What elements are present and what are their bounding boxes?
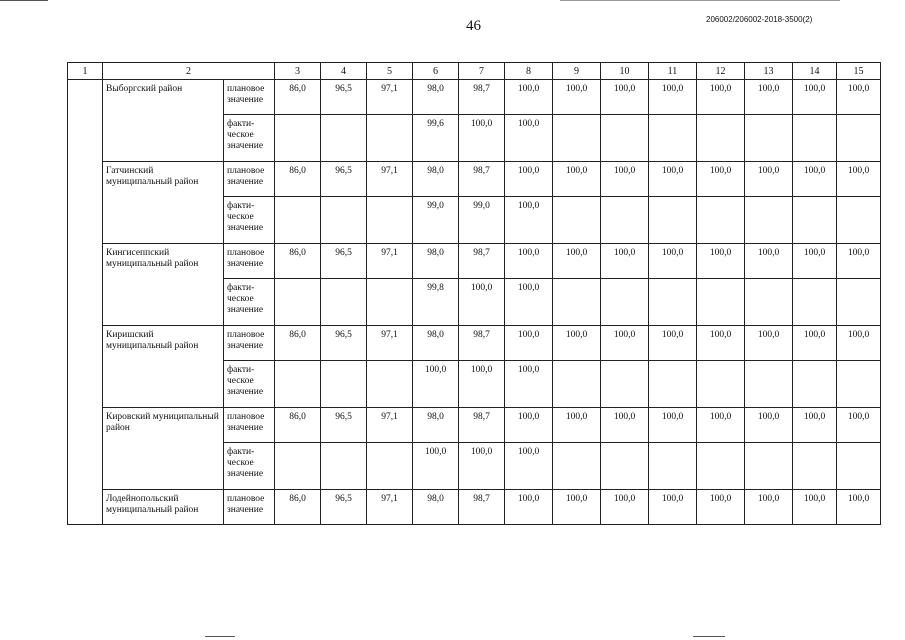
- plan-value: 100,0: [601, 244, 649, 279]
- header-cell: 7: [459, 63, 505, 80]
- fact-value: [367, 279, 413, 326]
- plan-value: 100,0: [697, 80, 745, 115]
- plan-value: 96,5: [321, 326, 367, 361]
- plan-value: 100,0: [505, 162, 553, 197]
- header-cell: 12: [697, 63, 745, 80]
- plan-label: плановое значение: [224, 162, 275, 197]
- plan-value: 100,0: [553, 80, 601, 115]
- plan-value: 100,0: [745, 326, 793, 361]
- plan-value: 100,0: [553, 408, 601, 443]
- fact-value: [649, 197, 697, 244]
- fact-value: [601, 443, 649, 490]
- indicator-table: [67, 62, 881, 525]
- plan-value: 86,0: [275, 80, 321, 115]
- scan-artifact-top-left: [0, 0, 48, 1]
- district-name: Кировский муниципальный район: [103, 408, 224, 490]
- plan-value: 100,0: [505, 326, 553, 361]
- table-row: [68, 162, 881, 197]
- table-row: [68, 326, 881, 361]
- plan-value: 100,0: [649, 326, 697, 361]
- fact-label: факти- ческое значение: [224, 361, 275, 408]
- fact-value: [793, 361, 837, 408]
- plan-value: 100,0: [505, 244, 553, 279]
- fact-value: [745, 443, 793, 490]
- plan-value: 100,0: [553, 244, 601, 279]
- plan-value: 100,0: [697, 244, 745, 279]
- fact-label: факти- ческое значение: [224, 443, 275, 490]
- header-cell: 2: [103, 63, 275, 80]
- table-row: [68, 490, 881, 525]
- plan-value: 100,0: [837, 162, 881, 197]
- header-cell: 6: [413, 63, 459, 80]
- plan-value: 97,1: [367, 80, 413, 115]
- header-cell: 11: [649, 63, 697, 80]
- plan-label: плановое значение: [224, 80, 275, 115]
- fact-value: 99,0: [413, 197, 459, 244]
- fact-value: [745, 197, 793, 244]
- fact-value: [837, 361, 881, 408]
- fact-value: [553, 115, 601, 162]
- plan-value: 100,0: [793, 80, 837, 115]
- fact-value: [697, 197, 745, 244]
- plan-value: 98,7: [459, 490, 505, 525]
- fact-value: 100,0: [505, 443, 553, 490]
- fact-value: [793, 115, 837, 162]
- plan-value: 100,0: [697, 408, 745, 443]
- fact-value: [697, 279, 745, 326]
- plan-value: 96,5: [321, 244, 367, 279]
- header-cell: 14: [793, 63, 837, 80]
- plan-value: 96,5: [321, 408, 367, 443]
- fact-value: [793, 279, 837, 326]
- fact-value: [553, 361, 601, 408]
- plan-value: 100,0: [745, 162, 793, 197]
- fact-value: [649, 361, 697, 408]
- plan-value: 97,1: [367, 162, 413, 197]
- fact-value: [367, 361, 413, 408]
- district-name: Лодейнопольский муниципальный район: [103, 490, 224, 525]
- scan-artifact-top-right: [560, 0, 840, 1]
- header-cell: 13: [745, 63, 793, 80]
- table-row: [68, 80, 881, 115]
- district-name: Выборгский район: [103, 80, 224, 162]
- fact-value: 100,0: [505, 197, 553, 244]
- plan-label: плановое значение: [224, 408, 275, 443]
- plan-value: 100,0: [837, 244, 881, 279]
- table-row: [68, 244, 881, 279]
- fact-value: [649, 115, 697, 162]
- fact-value: [275, 279, 321, 326]
- plan-value: 98,0: [413, 80, 459, 115]
- header-cell: 5: [367, 63, 413, 80]
- plan-value: 100,0: [601, 80, 649, 115]
- fact-value: [367, 115, 413, 162]
- plan-value: 100,0: [793, 162, 837, 197]
- fact-value: [601, 197, 649, 244]
- fact-value: [553, 279, 601, 326]
- district-name: Киришский муниципальный район: [103, 326, 224, 408]
- plan-value: 98,0: [413, 490, 459, 525]
- header-cell: 1: [68, 63, 103, 80]
- fact-value: [697, 115, 745, 162]
- plan-value: 97,1: [367, 326, 413, 361]
- plan-value: 100,0: [837, 326, 881, 361]
- fact-value: [275, 361, 321, 408]
- plan-value: 97,1: [367, 244, 413, 279]
- plan-value: 100,0: [649, 80, 697, 115]
- fact-value: 100,0: [459, 361, 505, 408]
- fact-value: [367, 443, 413, 490]
- fact-label: факти- ческое значение: [224, 279, 275, 326]
- plan-label: плановое значение: [224, 326, 275, 361]
- fact-value: [745, 361, 793, 408]
- plan-value: 100,0: [505, 408, 553, 443]
- document-code: 206002/206002-2018-3500(2): [706, 15, 813, 24]
- plan-value: 100,0: [601, 162, 649, 197]
- fact-value: [321, 197, 367, 244]
- plan-value: 86,0: [275, 326, 321, 361]
- fact-value: [553, 197, 601, 244]
- fact-value: [649, 443, 697, 490]
- plan-value: 100,0: [649, 162, 697, 197]
- page-number: 46: [466, 18, 481, 34]
- header-cell: 4: [321, 63, 367, 80]
- plan-value: 100,0: [745, 408, 793, 443]
- plan-value: 96,5: [321, 490, 367, 525]
- fact-value: 100,0: [505, 279, 553, 326]
- plan-value: 100,0: [793, 490, 837, 525]
- table-header-row: [68, 63, 881, 80]
- fact-value: [697, 361, 745, 408]
- fact-value: [275, 443, 321, 490]
- plan-value: 100,0: [745, 490, 793, 525]
- plan-value: 100,0: [649, 490, 697, 525]
- plan-value: 100,0: [745, 244, 793, 279]
- fact-value: 99,6: [413, 115, 459, 162]
- plan-value: 100,0: [553, 162, 601, 197]
- plan-value: 100,0: [793, 408, 837, 443]
- plan-value: 100,0: [649, 408, 697, 443]
- plan-value: 98,7: [459, 244, 505, 279]
- plan-label: плановое значение: [224, 244, 275, 279]
- plan-value: 100,0: [553, 326, 601, 361]
- fact-label: факти- ческое значение: [224, 115, 275, 162]
- plan-value: 100,0: [553, 490, 601, 525]
- plan-value: 100,0: [697, 490, 745, 525]
- fact-value: [601, 361, 649, 408]
- header-cell: 15: [837, 63, 881, 80]
- fact-value: 100,0: [459, 115, 505, 162]
- plan-value: 100,0: [745, 80, 793, 115]
- plan-value: 86,0: [275, 408, 321, 443]
- fact-value: [321, 443, 367, 490]
- plan-value: 100,0: [505, 80, 553, 115]
- fact-value: [745, 279, 793, 326]
- fact-value: 100,0: [505, 115, 553, 162]
- fact-value: [837, 443, 881, 490]
- fact-value: [275, 115, 321, 162]
- header-cell: 3: [275, 63, 321, 80]
- fact-value: [321, 361, 367, 408]
- plan-value: 100,0: [793, 244, 837, 279]
- plan-value: 100,0: [793, 326, 837, 361]
- header-cell: 9: [553, 63, 601, 80]
- plan-value: 98,7: [459, 326, 505, 361]
- plan-value: 98,0: [413, 408, 459, 443]
- fact-value: [649, 279, 697, 326]
- plan-value: 98,0: [413, 162, 459, 197]
- fact-value: [793, 197, 837, 244]
- plan-value: 96,5: [321, 80, 367, 115]
- fact-value: [837, 279, 881, 326]
- plan-value: 98,7: [459, 408, 505, 443]
- fact-value: [321, 115, 367, 162]
- plan-value: 100,0: [505, 490, 553, 525]
- fact-value: 100,0: [505, 361, 553, 408]
- scan-artifact-bottom-right: [693, 636, 725, 637]
- plan-value: 98,7: [459, 80, 505, 115]
- plan-value: 100,0: [649, 244, 697, 279]
- fact-value: 100,0: [459, 443, 505, 490]
- plan-value: 97,1: [367, 408, 413, 443]
- plan-value: 100,0: [601, 408, 649, 443]
- fact-value: 99,0: [459, 197, 505, 244]
- header-cell: 8: [505, 63, 553, 80]
- fact-value: 100,0: [459, 279, 505, 326]
- fact-value: [321, 279, 367, 326]
- plan-value: 100,0: [697, 162, 745, 197]
- fact-value: [601, 115, 649, 162]
- fact-value: [745, 115, 793, 162]
- scan-artifact-bottom-left: [205, 636, 235, 637]
- fact-value: [275, 197, 321, 244]
- fact-value: [367, 197, 413, 244]
- fact-value: 100,0: [413, 443, 459, 490]
- plan-value: 96,5: [321, 162, 367, 197]
- fact-label: факти- ческое значение: [224, 197, 275, 244]
- fact-value: [601, 279, 649, 326]
- plan-value: 86,0: [275, 162, 321, 197]
- plan-value: 100,0: [601, 490, 649, 525]
- fact-value: [553, 443, 601, 490]
- plan-value: 98,0: [413, 244, 459, 279]
- plan-value: 86,0: [275, 244, 321, 279]
- fact-value: 100,0: [413, 361, 459, 408]
- plan-value: 98,7: [459, 162, 505, 197]
- district-name: Гатчинский муниципальный район: [103, 162, 224, 244]
- table-row: [68, 408, 881, 443]
- plan-value: 86,0: [275, 490, 321, 525]
- plan-value: 100,0: [601, 326, 649, 361]
- plan-value: 97,1: [367, 490, 413, 525]
- plan-value: 100,0: [837, 490, 881, 525]
- fact-value: 99,8: [413, 279, 459, 326]
- header-cell: 10: [601, 63, 649, 80]
- fact-value: [697, 443, 745, 490]
- fact-value: [793, 443, 837, 490]
- plan-value: 100,0: [697, 326, 745, 361]
- plan-value: 100,0: [837, 80, 881, 115]
- district-name: Кингисеппский муниципальный район: [103, 244, 224, 326]
- row-index-cell: [68, 80, 103, 525]
- plan-value: 98,0: [413, 326, 459, 361]
- plan-value: 100,0: [837, 408, 881, 443]
- plan-label: плановое значение: [224, 490, 275, 525]
- fact-value: [837, 115, 881, 162]
- fact-value: [837, 197, 881, 244]
